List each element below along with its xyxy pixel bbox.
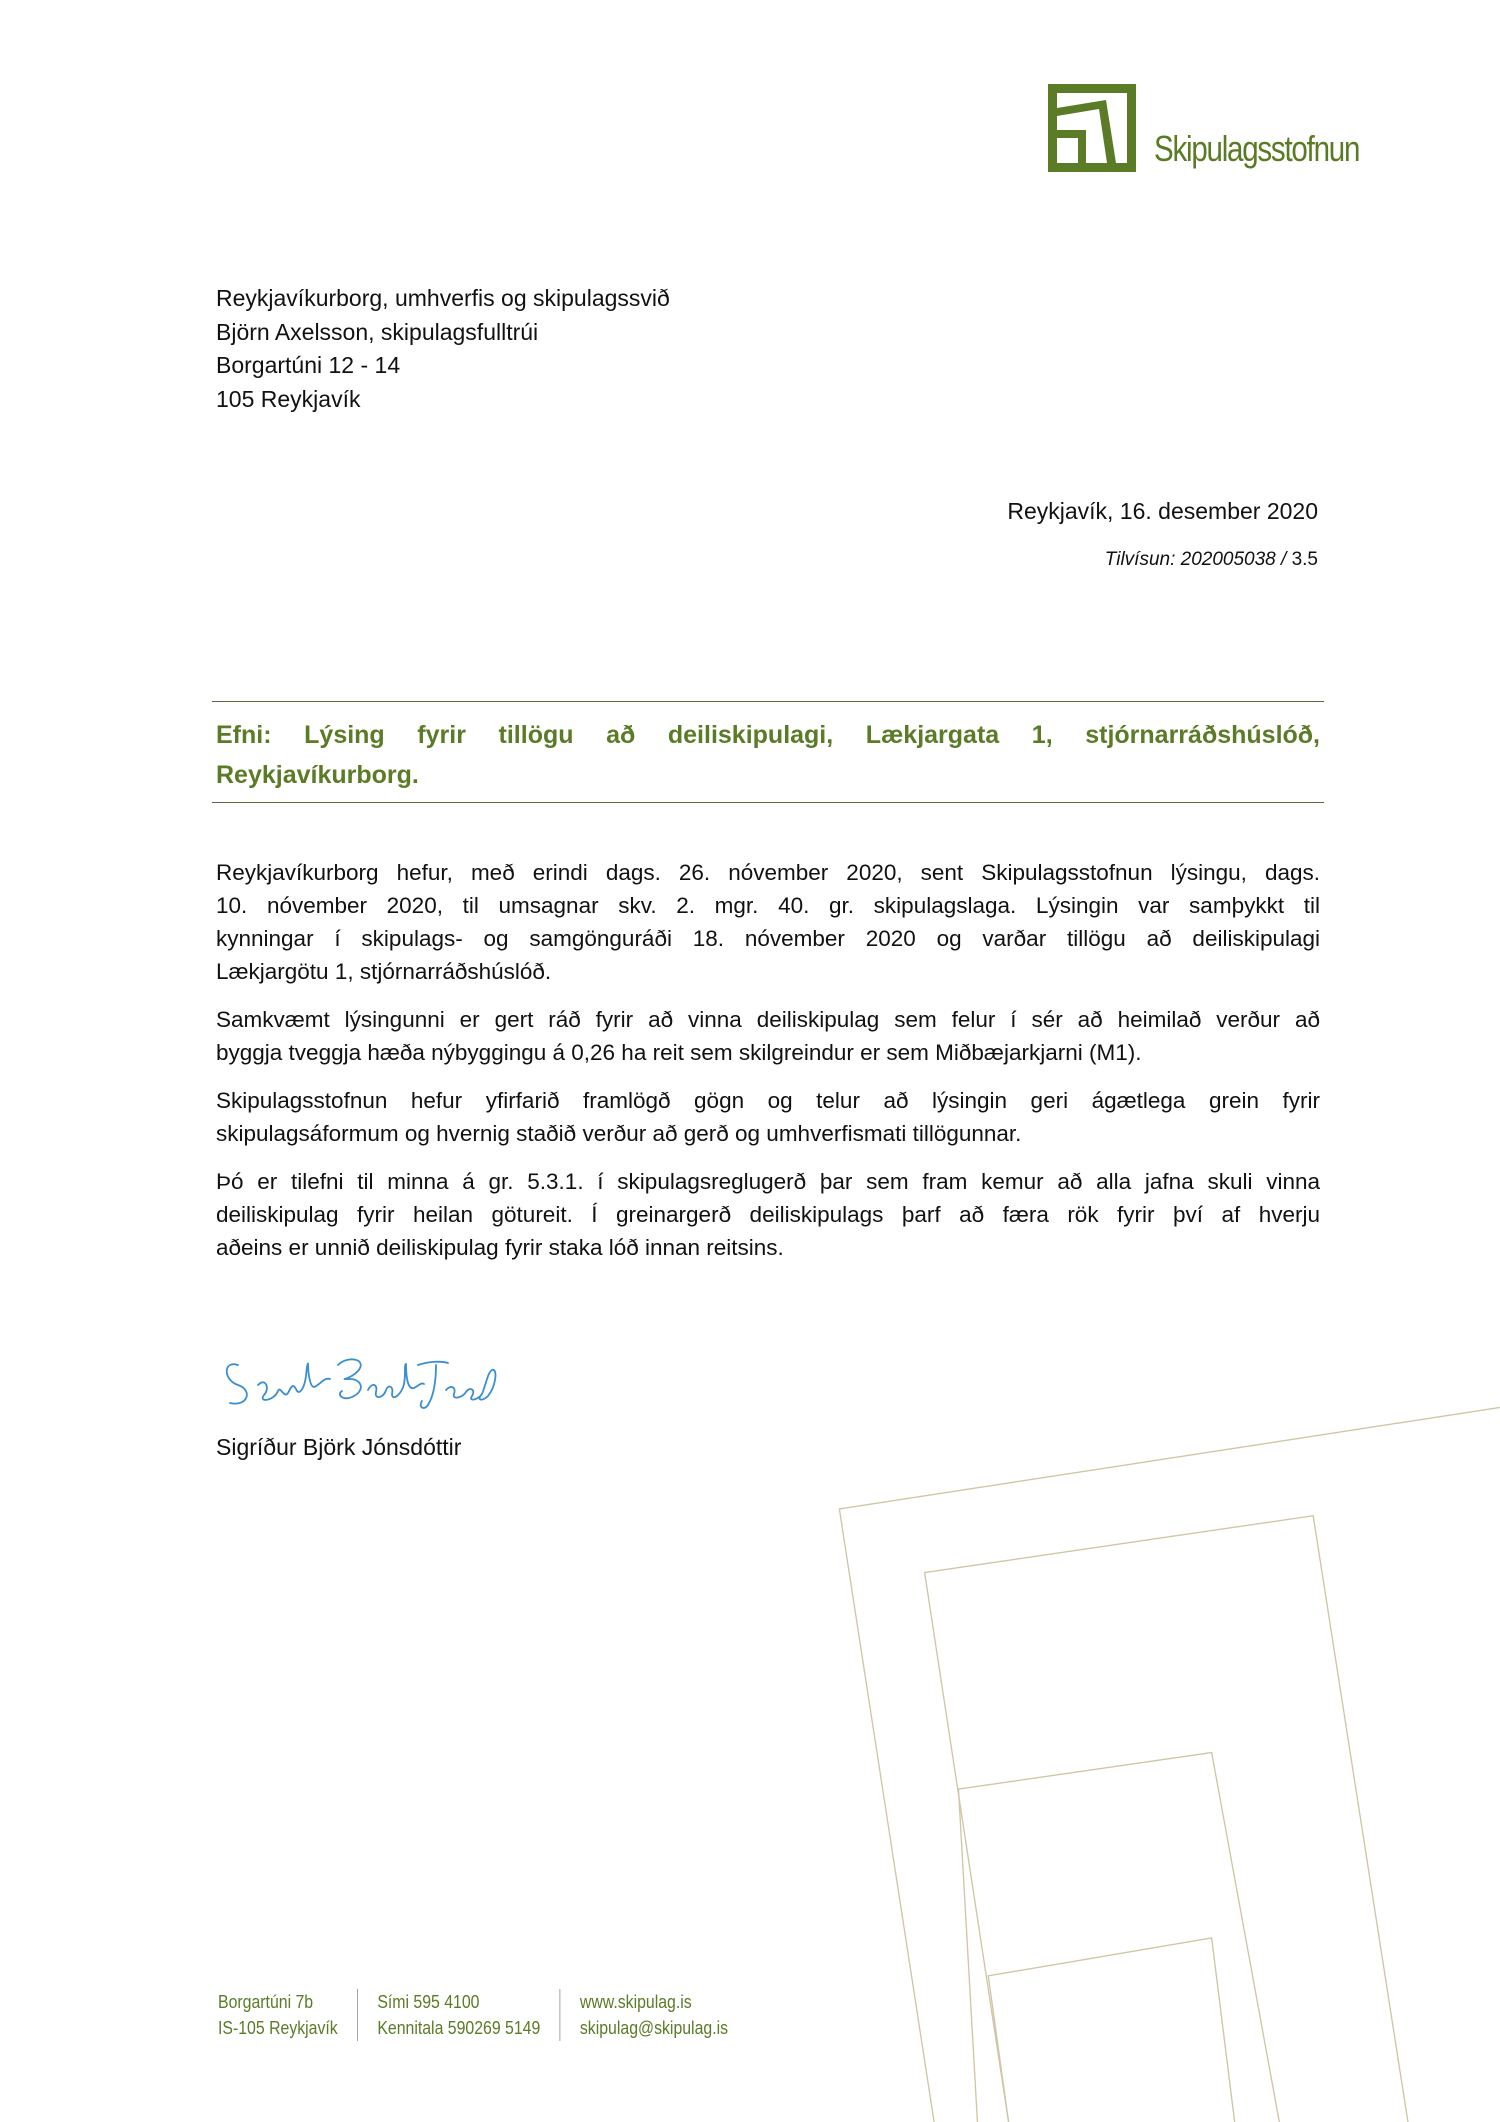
paragraph-line: skipulagsáformum og hvernig staðið verður að gerð og umhverfismati tillögunnar. [216, 1121, 1022, 1146]
footer-city: IS-105 Reykjavík [218, 2018, 338, 2038]
paragraph-line: Lækjargötu 1, stjórnarráðshúslóð. [216, 959, 552, 984]
footer-email-link[interactable]: skipulag@skipulag.is [579, 2018, 729, 2038]
footer-web [560, 1989, 748, 2041]
footer-website-link[interactable]: www.skipulag.is [579, 1992, 692, 2012]
paragraph-line: deiliskipulag fyrir heilan götureit. Í greinargerð deiliskipulags þarf að færa rök fyrir því af hverju [216, 1202, 1320, 1227]
paragraph-line: Reykjavíkurborg hefur, með erindi dags. 26. nóvember 2020, sent Skipulagsstofnun lýsingu, dags. [216, 860, 1320, 885]
logo-mark-icon [1048, 84, 1136, 172]
paragraph [216, 856, 1320, 988]
recipient-line: 105 Reykjavík [216, 385, 361, 412]
footer-phone: Sími 595 4100 [377, 1992, 480, 2012]
letter-body [216, 856, 1320, 1279]
subject-line: Reykjavíkurborg. [216, 761, 419, 789]
paragraph-line: kynningar í skipulags- og samgönguráði 18. nóvember 2020 og varðar tillögu að deiliskipulagi [216, 926, 1320, 951]
paragraph-line: Skipulagsstofnun hefur yfirfarið framlögð gögn og telur að lýsingin geri ágætlega grein fyrir [216, 1088, 1320, 1113]
footer-contact [357, 1989, 560, 2041]
handwritten-signature [218, 1345, 548, 1425]
paragraph [216, 1084, 1320, 1150]
recipient-line: Reykjavíkurborg, umhverfis og skipulagssvið [216, 285, 670, 311]
skipulagsstofnun-logo [1048, 82, 1360, 174]
paragraph [216, 1003, 1320, 1069]
reference-label: Tilvísun: 202005038 / [1104, 549, 1287, 570]
paragraph [216, 1165, 1320, 1264]
paragraph-line: Þó er tilefni til minna á gr. 5.3.1. í skipulagsreglugerð þar sem fram kemur að alla jafna skuli vinna [216, 1169, 1320, 1194]
footer-street: Borgartúni 7b [218, 1992, 314, 2012]
paragraph-line: aðeins er unnið deiliskipulag fyrir staka lóð innan reitsins. [216, 1235, 784, 1260]
footer-id-number: Kennitala 590269 5149 [377, 2018, 541, 2038]
paragraph-line: 10. nóvember 2020, til umsagnar skv. 2. mgr. 40. gr. skipulagslaga. Lýsingin var samþykkt til [216, 893, 1320, 918]
subject-line: Efni: Lýsing fyrir tillögu að deiliskipulagi, Lækjargata 1, stjórnarráðshúslóð, [216, 721, 1320, 749]
footer-address [218, 1989, 357, 2041]
logo-text: Skipulagsstofnun [1154, 128, 1360, 169]
reference-number [1105, 549, 1318, 571]
recipient-address [216, 282, 670, 416]
paragraph-line: Samkvæmt lýsingunni er gert ráð fyrir að vinna deiliskipulag sem felur í sér að heimilað verður að [216, 1007, 1320, 1032]
reference-code: 3.5 [1291, 549, 1318, 570]
signatory-name: Sigríður Björk Jónsdóttir [216, 1434, 462, 1460]
paragraph-line: byggja tveggja hæða nýbyggingu á 0,26 ha reit sem skilgreindur er sem Miðbæjarkjarni (M1). [216, 1040, 1142, 1065]
recipient-line: Borgartúni 12 - 14 [216, 352, 401, 378]
letter-date: Reykjavík, 16. desember 2020 [1007, 498, 1318, 524]
recipient-line: Björn Axelsson, skipulagsfulltrúi [216, 318, 539, 345]
footer [218, 1989, 747, 2041]
subject-heading [212, 701, 1324, 803]
